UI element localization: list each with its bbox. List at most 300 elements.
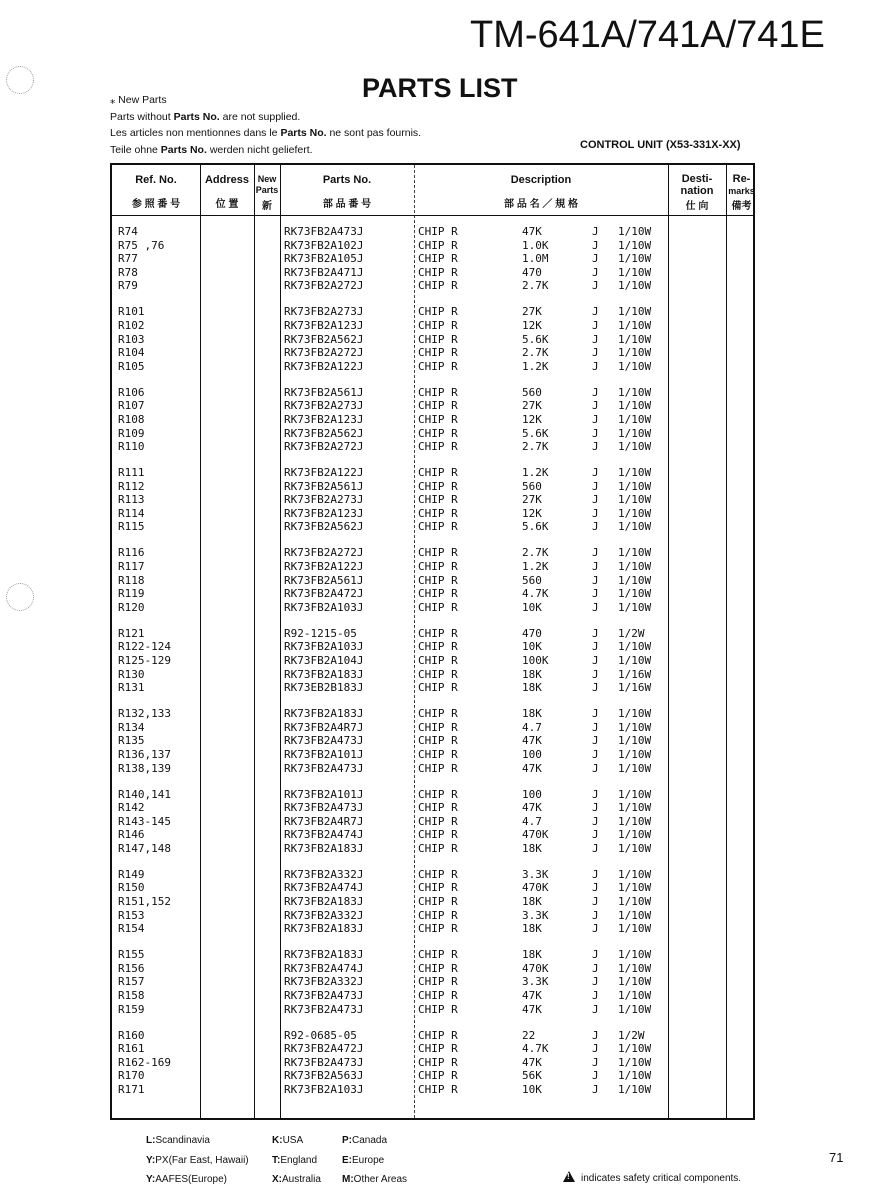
cell-tol: J bbox=[592, 238, 599, 252]
cell-ref: R140,141 bbox=[118, 787, 171, 801]
binding-hole bbox=[6, 583, 34, 611]
cell-val: 47K bbox=[522, 734, 542, 748]
cell-part: RK73FB2A332J bbox=[284, 975, 364, 989]
cell-watt: 1/10W bbox=[618, 265, 652, 279]
table-row bbox=[112, 601, 753, 615]
cell-part: RK73FB2A103J bbox=[284, 1082, 364, 1096]
cell-desc: CHIP R bbox=[418, 412, 458, 426]
cell-val: 560 bbox=[522, 479, 542, 493]
header-destination: Desti- bbox=[681, 173, 713, 185]
header-new-parts: Parts bbox=[255, 185, 279, 195]
cell-val: 560 bbox=[522, 573, 542, 587]
cell-val: 10K bbox=[522, 1082, 542, 1096]
cell-tol: J bbox=[592, 881, 599, 895]
cell-part: RK73FB2A102J bbox=[284, 238, 364, 252]
cell-desc: CHIP R bbox=[418, 440, 458, 454]
cell-desc: CHIP R bbox=[418, 546, 458, 560]
cell-desc: CHIP R bbox=[418, 908, 458, 922]
table-row bbox=[112, 640, 753, 654]
cell-part: RK73FB2A272J bbox=[284, 440, 364, 454]
cell-part: RK73FB2A183J bbox=[284, 707, 364, 721]
table-row bbox=[112, 520, 753, 534]
cell-watt: 1/10W bbox=[618, 895, 652, 909]
table-row bbox=[112, 333, 753, 347]
cell-part: RK73FB2A561J bbox=[284, 385, 364, 399]
table-row bbox=[112, 266, 753, 280]
cell-tol: J bbox=[592, 346, 599, 360]
cell-part: RK73FB2A272J bbox=[284, 546, 364, 560]
table-row bbox=[112, 868, 753, 882]
table-row bbox=[112, 975, 753, 989]
cell-tol: J bbox=[592, 506, 599, 520]
cell-val: 470K bbox=[522, 828, 549, 842]
cell-ref: R170 bbox=[118, 1069, 145, 1083]
cell-val: 47K bbox=[522, 761, 542, 775]
cell-desc: CHIP R bbox=[418, 573, 458, 587]
cell-watt: 1/16W bbox=[618, 681, 652, 695]
cell-ref: R112 bbox=[118, 479, 145, 493]
cell-watt: 1/10W bbox=[618, 346, 652, 360]
cell-desc: CHIP R bbox=[418, 466, 458, 480]
cell-part: RK73FB2A474J bbox=[284, 961, 364, 975]
legend-item: Y:AAFES(Europe) bbox=[146, 1174, 227, 1185]
cell-ref: R154 bbox=[118, 922, 145, 936]
table-row bbox=[112, 1042, 753, 1056]
cell-part: RK73FB2A103J bbox=[284, 600, 364, 614]
table-row bbox=[112, 842, 753, 856]
table-row bbox=[112, 574, 753, 588]
cell-desc: CHIP R bbox=[418, 1082, 458, 1096]
cell-val: 1.2K bbox=[522, 560, 549, 574]
cell-desc: CHIP R bbox=[418, 600, 458, 614]
table-row bbox=[112, 734, 753, 748]
header-address: Address bbox=[204, 174, 250, 186]
cell-watt: 1/10W bbox=[618, 640, 652, 654]
cell-val: 5.6K bbox=[522, 520, 549, 534]
cell-tol: J bbox=[592, 399, 599, 413]
cell-part: RK73FB2A272J bbox=[284, 346, 364, 360]
cell-desc: CHIP R bbox=[418, 493, 458, 507]
cell-part: RK73FB2A472J bbox=[284, 587, 364, 601]
cell-part: RK73FB2A122J bbox=[284, 359, 364, 373]
cell-watt: 1/10W bbox=[618, 720, 652, 734]
cell-val: 18K bbox=[522, 922, 542, 936]
cell-ref: R118 bbox=[118, 573, 145, 587]
cell-watt: 1/10W bbox=[618, 399, 652, 413]
cell-desc: CHIP R bbox=[418, 252, 458, 266]
table-row bbox=[112, 962, 753, 976]
cell-desc: CHIP R bbox=[418, 975, 458, 989]
cell-watt: 1/10W bbox=[618, 787, 652, 801]
cell-tol: J bbox=[592, 707, 599, 721]
table-row bbox=[112, 319, 753, 333]
table-row bbox=[112, 881, 753, 895]
cell-desc: CHIP R bbox=[418, 747, 458, 761]
cell-tol: J bbox=[592, 426, 599, 440]
cell-ref: R120 bbox=[118, 600, 145, 614]
cell-val: 22 bbox=[522, 1028, 536, 1042]
cell-tol: J bbox=[592, 640, 599, 654]
cell-desc: CHIP R bbox=[418, 948, 458, 962]
cell-ref: R79 bbox=[118, 279, 138, 293]
cell-ref: R155 bbox=[118, 948, 145, 962]
table-row bbox=[112, 239, 753, 253]
cell-desc: CHIP R bbox=[418, 399, 458, 413]
cell-part: R92-1215-05 bbox=[284, 626, 357, 640]
cell-watt: 1/10W bbox=[618, 225, 652, 238]
cell-watt: 1/10W bbox=[618, 1002, 652, 1016]
cell-val: 47K bbox=[522, 1055, 542, 1069]
cell-tol: J bbox=[592, 318, 599, 332]
table-row bbox=[112, 399, 753, 413]
cell-ref: R153 bbox=[118, 908, 145, 922]
cell-tol: J bbox=[592, 761, 599, 775]
cell-val: 1.2K bbox=[522, 466, 549, 480]
table-row bbox=[112, 386, 753, 400]
cell-val: 3.3K bbox=[522, 867, 549, 881]
cell-ref: R136,137 bbox=[118, 747, 171, 761]
cell-part: RK73FB2A562J bbox=[284, 426, 364, 440]
table-row bbox=[112, 707, 753, 721]
table-row bbox=[112, 681, 753, 695]
cell-part: RK73FB2A473J bbox=[284, 801, 364, 815]
cell-watt: 1/10W bbox=[618, 305, 652, 319]
cell-tol: J bbox=[592, 989, 599, 1003]
header-parts-no-jp: 部 品 番 号 bbox=[322, 199, 372, 210]
cell-val: 27K bbox=[522, 305, 542, 319]
table-body bbox=[112, 225, 753, 1109]
cell-part: RK73FB2A123J bbox=[284, 318, 364, 332]
cell-desc: CHIP R bbox=[418, 801, 458, 815]
cell-desc: CHIP R bbox=[418, 961, 458, 975]
cell-desc: CHIP R bbox=[418, 359, 458, 373]
cell-desc: CHIP R bbox=[418, 305, 458, 319]
cell-desc: CHIP R bbox=[418, 881, 458, 895]
cell-desc: CHIP R bbox=[418, 587, 458, 601]
cell-tol: J bbox=[592, 653, 599, 667]
cell-watt: 1/10W bbox=[618, 279, 652, 293]
cell-val: 560 bbox=[522, 385, 542, 399]
cell-val: 27K bbox=[522, 493, 542, 507]
cell-watt: 1/10W bbox=[618, 520, 652, 534]
table-row bbox=[112, 922, 753, 936]
cell-tol: J bbox=[592, 626, 599, 640]
cell-desc: CHIP R bbox=[418, 426, 458, 440]
cell-val: 18K bbox=[522, 681, 542, 695]
row-group bbox=[112, 386, 753, 454]
note-new-parts: ⁎ New Parts bbox=[110, 94, 167, 106]
cell-val: 18K bbox=[522, 667, 542, 681]
cell-val: 47K bbox=[522, 1002, 542, 1016]
cell-tol: J bbox=[592, 895, 599, 909]
cell-tol: J bbox=[592, 948, 599, 962]
cell-tol: J bbox=[592, 1002, 599, 1016]
cell-tol: J bbox=[592, 828, 599, 842]
cell-part: RK73FB2A332J bbox=[284, 867, 364, 881]
cell-watt: 1/10W bbox=[618, 493, 652, 507]
cell-tol: J bbox=[592, 359, 599, 373]
cell-val: 4.7 bbox=[522, 814, 542, 828]
cell-watt: 1/10W bbox=[618, 989, 652, 1003]
cell-ref: R156 bbox=[118, 961, 145, 975]
header-remarks-jp: 備考 bbox=[731, 201, 752, 212]
cell-watt: 1/10W bbox=[618, 707, 652, 721]
cell-ref: R114 bbox=[118, 506, 145, 520]
cell-desc: CHIP R bbox=[418, 1069, 458, 1083]
cell-tol: J bbox=[592, 479, 599, 493]
table-row bbox=[112, 909, 753, 923]
cell-desc: CHIP R bbox=[418, 653, 458, 667]
cell-part: RK73FB2A561J bbox=[284, 479, 364, 493]
table-row bbox=[112, 1083, 753, 1097]
table-row bbox=[112, 748, 753, 762]
cell-desc: CHIP R bbox=[418, 1002, 458, 1016]
table-row bbox=[112, 895, 753, 909]
cell-tol: J bbox=[592, 573, 599, 587]
table-row bbox=[112, 360, 753, 374]
cell-part: RK73FB2A472J bbox=[284, 1042, 364, 1056]
legend-item: L:Scandinavia bbox=[146, 1135, 210, 1146]
legend-item: Y:PX(Far East, Hawaii) bbox=[146, 1154, 249, 1166]
cell-ref: R111 bbox=[118, 466, 145, 480]
cell-val: 27K bbox=[522, 399, 542, 413]
cell-watt: 1/2W bbox=[618, 626, 645, 640]
cell-watt: 1/10W bbox=[618, 747, 652, 761]
cell-ref: R142 bbox=[118, 801, 145, 815]
cell-part: RK73FB2A474J bbox=[284, 881, 364, 895]
cell-val: 2.7K bbox=[522, 546, 549, 560]
cell-ref: R157 bbox=[118, 975, 145, 989]
note-fr: Les articles non mentionnes dans le Parts No. ne sont pas fournis. bbox=[110, 127, 422, 139]
cell-desc: CHIP R bbox=[418, 520, 458, 534]
cell-ref: R117 bbox=[118, 560, 145, 574]
cell-ref: R103 bbox=[118, 332, 145, 346]
cell-ref: R110 bbox=[118, 440, 145, 454]
cell-desc: CHIP R bbox=[418, 1055, 458, 1069]
cell-tol: J bbox=[592, 667, 599, 681]
cell-part: RK73FB2A273J bbox=[284, 399, 364, 413]
cell-desc: CHIP R bbox=[418, 867, 458, 881]
cell-watt: 1/10W bbox=[618, 332, 652, 346]
parts-table bbox=[110, 163, 755, 1120]
header-destination-jp: 仕 向 bbox=[685, 201, 709, 212]
cell-ref: R130 bbox=[118, 667, 145, 681]
cell-watt: 1/10W bbox=[618, 426, 652, 440]
cell-val: 1.2K bbox=[522, 359, 549, 373]
cell-val: 3.3K bbox=[522, 908, 549, 922]
cell-part: RK73FB2A105J bbox=[284, 252, 364, 266]
cell-part: RK73FB2A101J bbox=[284, 787, 364, 801]
cell-tol: J bbox=[592, 787, 599, 801]
cell-desc: CHIP R bbox=[418, 318, 458, 332]
table-row bbox=[112, 546, 753, 560]
cell-watt: 1/16W bbox=[618, 667, 652, 681]
cell-watt: 1/10W bbox=[618, 318, 652, 332]
cell-desc: CHIP R bbox=[418, 922, 458, 936]
cell-val: 18K bbox=[522, 948, 542, 962]
cell-ref: R171 bbox=[118, 1082, 145, 1096]
table-row bbox=[112, 762, 753, 776]
cell-val: 1.0M bbox=[522, 252, 549, 266]
cell-tol: J bbox=[592, 801, 599, 815]
cell-tol: J bbox=[592, 412, 599, 426]
cell-ref: R74 bbox=[118, 225, 138, 238]
cell-tol: J bbox=[592, 560, 599, 574]
cell-watt: 1/10W bbox=[618, 479, 652, 493]
cell-val: 56K bbox=[522, 1069, 542, 1083]
cell-val: 4.7K bbox=[522, 587, 549, 601]
table-row bbox=[112, 1069, 753, 1083]
header-parts-no: Parts No. bbox=[322, 174, 372, 186]
header-address-jp: 位 置 bbox=[215, 199, 239, 210]
cell-tol: J bbox=[592, 225, 599, 238]
cell-val: 470 bbox=[522, 265, 542, 279]
cell-watt: 1/10W bbox=[618, 385, 652, 399]
cell-part: RK73FB2A123J bbox=[284, 412, 364, 426]
cell-ref: R78 bbox=[118, 265, 138, 279]
cell-watt: 1/2W bbox=[618, 1028, 645, 1042]
cell-watt: 1/10W bbox=[618, 908, 652, 922]
cell-val: 18K bbox=[522, 707, 542, 721]
cell-val: 12K bbox=[522, 412, 542, 426]
table-row bbox=[112, 668, 753, 682]
cell-watt: 1/10W bbox=[618, 841, 652, 855]
cell-watt: 1/10W bbox=[618, 506, 652, 520]
cell-val: 2.7K bbox=[522, 346, 549, 360]
cell-part: RK73FB2A474J bbox=[284, 828, 364, 842]
cell-desc: CHIP R bbox=[418, 814, 458, 828]
cell-watt: 1/10W bbox=[618, 600, 652, 614]
cell-tol: J bbox=[592, 252, 599, 266]
cell-part: RK73FB2A473J bbox=[284, 734, 364, 748]
table-row bbox=[112, 788, 753, 802]
cell-val: 47K bbox=[522, 989, 542, 1003]
cell-part: RK73FB2A562J bbox=[284, 520, 364, 534]
safety-note: !indicates safety critical components. bbox=[563, 1171, 741, 1184]
cell-desc: CHIP R bbox=[418, 1028, 458, 1042]
cell-part: R92-0685-05 bbox=[284, 1028, 357, 1042]
cell-val: 18K bbox=[522, 895, 542, 909]
legend-item: K:USA bbox=[272, 1135, 304, 1146]
cell-tol: J bbox=[592, 720, 599, 734]
cell-val: 47K bbox=[522, 225, 542, 238]
cell-val: 2.7K bbox=[522, 279, 549, 293]
row-group bbox=[112, 627, 753, 695]
cell-watt: 1/10W bbox=[618, 440, 652, 454]
cell-tol: J bbox=[592, 922, 599, 936]
cell-watt: 1/10W bbox=[618, 734, 652, 748]
cell-part: RK73FB2A183J bbox=[284, 922, 364, 936]
table-row bbox=[112, 828, 753, 842]
cell-desc: CHIP R bbox=[418, 667, 458, 681]
cell-tol: J bbox=[592, 841, 599, 855]
cell-desc: CHIP R bbox=[418, 332, 458, 346]
cell-tol: J bbox=[592, 440, 599, 454]
notes bbox=[110, 92, 421, 158]
cell-ref: R115 bbox=[118, 520, 145, 534]
cell-watt: 1/10W bbox=[618, 1082, 652, 1096]
table-row bbox=[112, 225, 753, 239]
cell-tol: J bbox=[592, 265, 599, 279]
table-row bbox=[112, 480, 753, 494]
cell-ref: R113 bbox=[118, 493, 145, 507]
cell-desc: CHIP R bbox=[418, 385, 458, 399]
cell-val: 1.0K bbox=[522, 238, 549, 252]
cell-ref: R147,148 bbox=[118, 841, 171, 855]
cell-val: 12K bbox=[522, 318, 542, 332]
cell-part: RK73FB2A332J bbox=[284, 908, 364, 922]
row-group bbox=[112, 305, 753, 373]
table-row bbox=[112, 252, 753, 266]
cell-part: RK73FB2A561J bbox=[284, 573, 364, 587]
cell-part: RK73FB2A4R7J bbox=[284, 814, 364, 828]
cell-val: 4.7K bbox=[522, 1042, 549, 1056]
cell-desc: CHIP R bbox=[418, 895, 458, 909]
cell-tol: J bbox=[592, 466, 599, 480]
cell-part: RK73FB2A473J bbox=[284, 761, 364, 775]
row-group bbox=[112, 466, 753, 534]
row-group bbox=[112, 546, 753, 614]
table-row bbox=[112, 466, 753, 480]
cell-part: RK73FB2A183J bbox=[284, 841, 364, 855]
cell-ref: R138,139 bbox=[118, 761, 171, 775]
cell-desc: CHIP R bbox=[418, 761, 458, 775]
cell-watt: 1/10W bbox=[618, 412, 652, 426]
cell-val: 470K bbox=[522, 961, 549, 975]
table-row bbox=[112, 507, 753, 521]
cell-part: RK73FB2A473J bbox=[284, 1002, 364, 1016]
row-group bbox=[112, 788, 753, 856]
cell-tol: J bbox=[592, 814, 599, 828]
cell-tol: J bbox=[592, 961, 599, 975]
cell-ref: R159 bbox=[118, 1002, 145, 1016]
cell-tol: J bbox=[592, 975, 599, 989]
cell-desc: CHIP R bbox=[418, 828, 458, 842]
cell-val: 100K bbox=[522, 653, 549, 667]
cell-tol: J bbox=[592, 1069, 599, 1083]
page-title: PARTS LIST bbox=[362, 73, 518, 103]
cell-val: 3.3K bbox=[522, 975, 549, 989]
cell-tol: J bbox=[592, 1055, 599, 1069]
cell-ref: R107 bbox=[118, 399, 145, 413]
cell-part: RK73FB2A183J bbox=[284, 895, 364, 909]
cell-tol: J bbox=[592, 332, 599, 346]
cell-val: 4.7 bbox=[522, 720, 542, 734]
cell-ref: R106 bbox=[118, 385, 145, 399]
cell-ref: R158 bbox=[118, 989, 145, 1003]
table-row bbox=[112, 440, 753, 454]
cell-watt: 1/10W bbox=[618, 961, 652, 975]
cell-ref: R150 bbox=[118, 881, 145, 895]
cell-ref: R160 bbox=[118, 1028, 145, 1042]
header-destination-2: nation bbox=[680, 185, 714, 197]
cell-part: RK73EB2B183J bbox=[284, 681, 364, 695]
table-row bbox=[112, 1056, 753, 1070]
cell-watt: 1/10W bbox=[618, 359, 652, 373]
cell-tol: J bbox=[592, 747, 599, 761]
cell-ref: R135 bbox=[118, 734, 145, 748]
cell-desc: CHIP R bbox=[418, 640, 458, 654]
page-number: 71 bbox=[829, 1150, 844, 1165]
cell-desc: CHIP R bbox=[418, 787, 458, 801]
row-group bbox=[112, 948, 753, 1016]
cell-ref: R109 bbox=[118, 426, 145, 440]
cell-ref: R119 bbox=[118, 587, 145, 601]
cell-val: 10K bbox=[522, 640, 542, 654]
cell-ref: R75 ,76 bbox=[118, 238, 165, 252]
table-row bbox=[112, 346, 753, 360]
table-row bbox=[112, 721, 753, 735]
